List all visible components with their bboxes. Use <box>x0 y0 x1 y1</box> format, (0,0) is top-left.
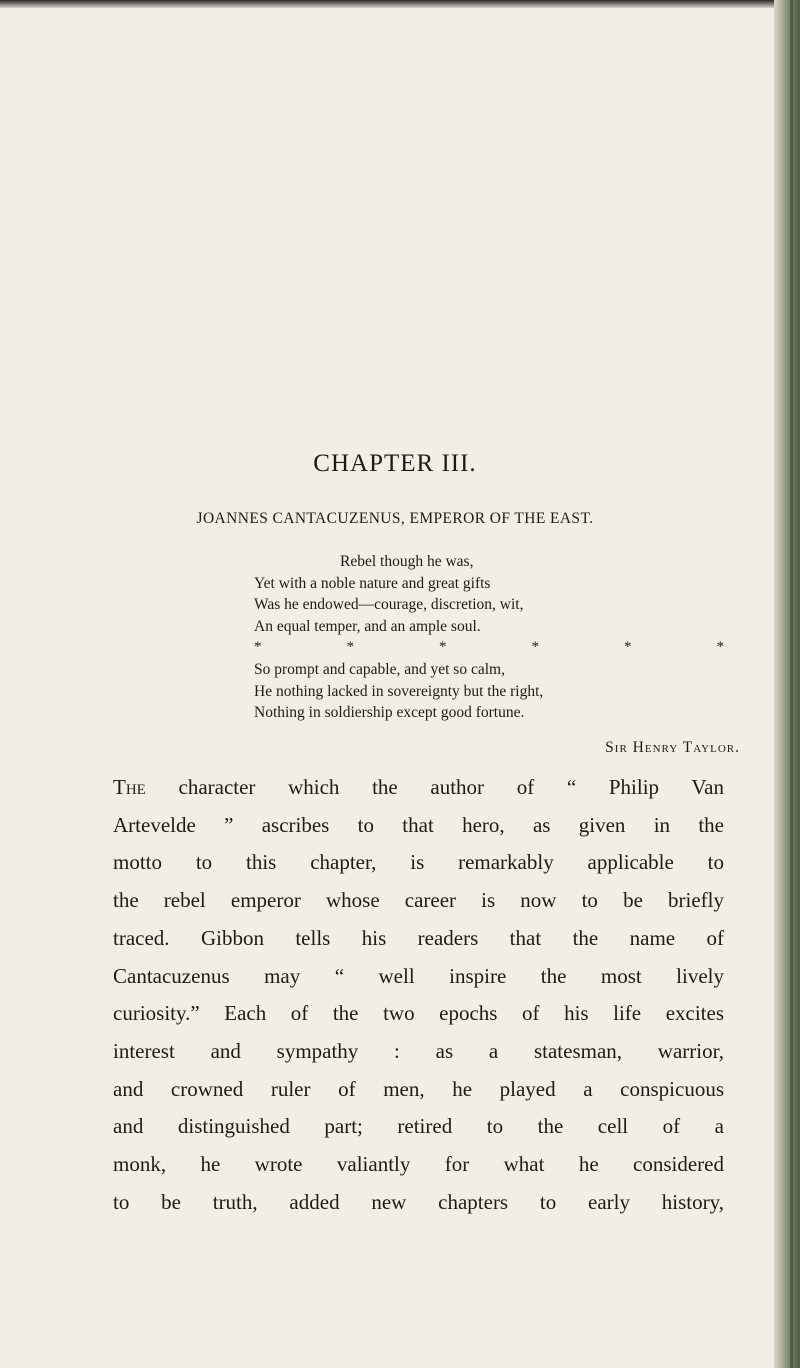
epigraph-line: He nothing lacked in sovereignty but the right, <box>254 682 544 700</box>
body-line-text: character which the author of “ Philip Van <box>145 775 724 799</box>
body-line: interest and sympathy : as a statesman, warrior, <box>113 1038 724 1063</box>
epigraph-line: So prompt and capable, and yet so calm, <box>254 660 505 678</box>
epigraph <box>254 551 724 724</box>
opening-word: The <box>113 775 146 799</box>
book-spine-edge <box>774 0 800 1368</box>
body-line: motto to this chapter, is remarkably applicable to <box>113 850 724 875</box>
body-line <box>113 769 724 807</box>
star: * <box>624 639 632 656</box>
chapter-title: CHAPTER III. <box>313 450 477 477</box>
epigraph-line: Yet with a noble nature and great gifts <box>254 574 491 592</box>
body-line: Cantacuzenus may “ well inspire the most lively <box>113 963 724 988</box>
star: * <box>716 639 724 656</box>
epigraph-attribution: Sir Henry Taylor. <box>605 739 740 756</box>
epigraph-line: Nothing in soldiership except good fortune. <box>254 704 525 722</box>
body-text <box>113 769 724 1221</box>
body-line: and distinguished part; retired to the cell of a <box>113 1114 724 1139</box>
body-line: to be truth, added new chapters to early history, <box>113 1189 724 1214</box>
epigraph-line: An equal temper, and an ample soul. <box>254 617 481 635</box>
body-line: curiosity.” Each of the two epochs of his life excites <box>113 1001 724 1026</box>
star: * <box>531 639 539 656</box>
epigraph-line: Was he endowed—courage, discretion, wit, <box>254 596 524 614</box>
body-line: traced. Gibbon tells his readers that the name of <box>113 925 724 950</box>
page-top-shadow <box>0 0 800 8</box>
body-line: monk, he wrote valiantly for what he considered <box>113 1152 724 1177</box>
body-line: and crowned ruler of men, he played a conspicuous <box>113 1076 724 1101</box>
star: * <box>254 639 262 656</box>
epigraph-ellipsis-stars <box>254 637 724 659</box>
body-line: the rebel emperor whose career is now to be briefly <box>113 888 724 913</box>
star: * <box>439 639 447 656</box>
body-line: Artevelde ” ascribes to that hero, as given in the <box>113 812 724 837</box>
epigraph-line: Rebel though he was, <box>340 553 474 570</box>
chapter-subtitle: JOANNES CANTACUZENUS, EMPEROR OF THE EAST. <box>196 510 594 527</box>
star: * <box>346 639 354 656</box>
